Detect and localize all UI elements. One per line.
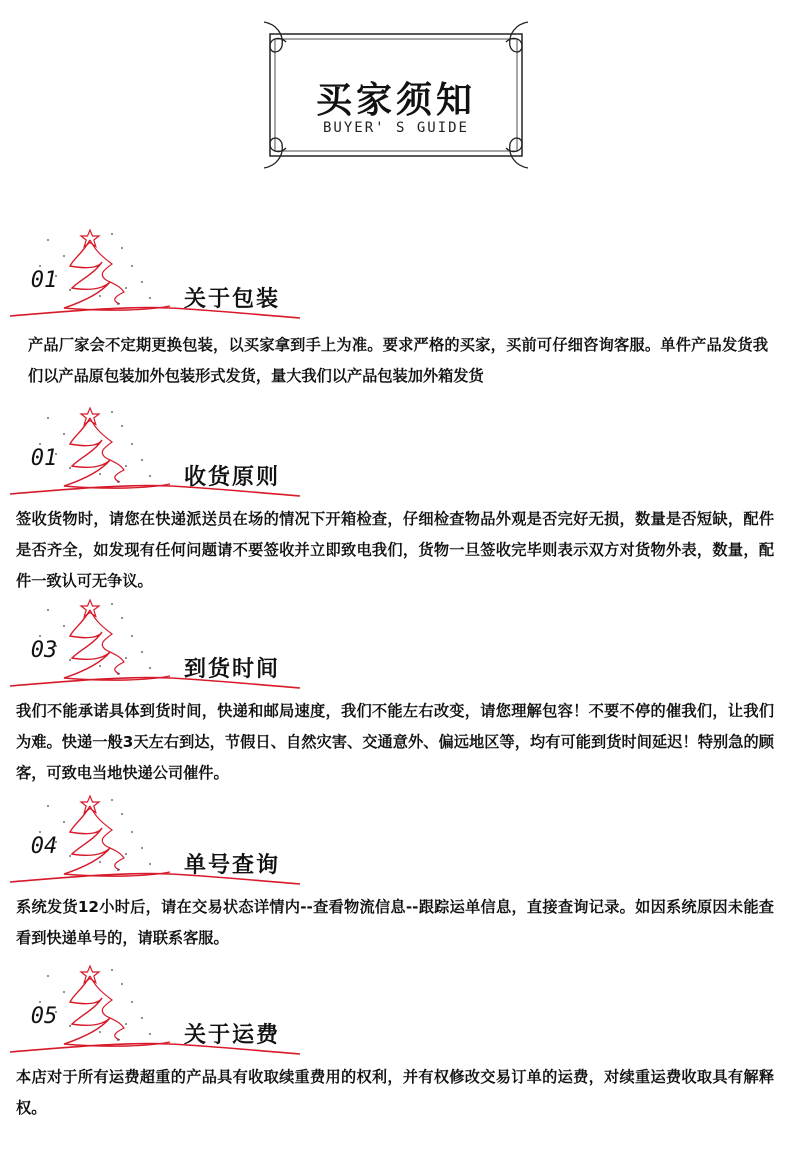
- section-heading: 关于运费: [184, 1023, 281, 1048]
- section-number: 01: [30, 446, 58, 471]
- section-heading: 单号查询: [184, 853, 281, 878]
- section-number: 05: [30, 1004, 58, 1029]
- title-frame: [262, 20, 530, 170]
- section-heading: 到货时间: [184, 657, 281, 682]
- section-number: 01: [30, 268, 58, 293]
- section-number: 04: [30, 834, 58, 859]
- section-body: 本店对于所有运费超重的产品具有收取续重费用的权利，并有权修改交易订单的运费，对续重运费收取具有解释权。: [16, 1068, 774, 1117]
- section-body: 系统发货12小时后，请在交易状态详情内--查看物流信息--跟踪运单信息，直接查询记录。如因系统原因未能查看到快递单号的，请联系客服。: [16, 898, 774, 947]
- page-title: 买家须知: [315, 80, 476, 121]
- section-heading: 关于包装: [184, 287, 281, 312]
- section-heading: 收货原则: [184, 465, 281, 490]
- page-subtitle: BUYER' S GUIDE: [322, 120, 469, 136]
- section-body: 我们不能承诺具体到货时间，快递和邮局速度，我们不能左右改变，请您理解包容！不要不停的催我们，让我们为难。快递一般3天左右到达，节假日、自然灾害、交通意外、偏远地区等，均有可能到货时间延迟！特别急的顾客，可致电当地快递公司催件。: [16, 702, 774, 782]
- section-body: 签收货物时，请您在快递派送员在场的情况下开箱检查，仔细检查物品外观是否完好无损，数量是否短缺，配件是否齐全，如发现有任何问题请不要签收并立即致电我们，货物一旦签收完毕则表示双方对货物外表，数量，配件一致认可无争议。: [16, 510, 774, 590]
- section-number: 03: [30, 638, 58, 663]
- section-body: 产品厂家会不定期更换包装，以买家拿到手上为准。要求严格的买家，买前可仔细咨询客服。单件产品发货我们以产品原包装加外包装形式发货，量大我们以产品包装加外箱发货: [28, 336, 768, 385]
